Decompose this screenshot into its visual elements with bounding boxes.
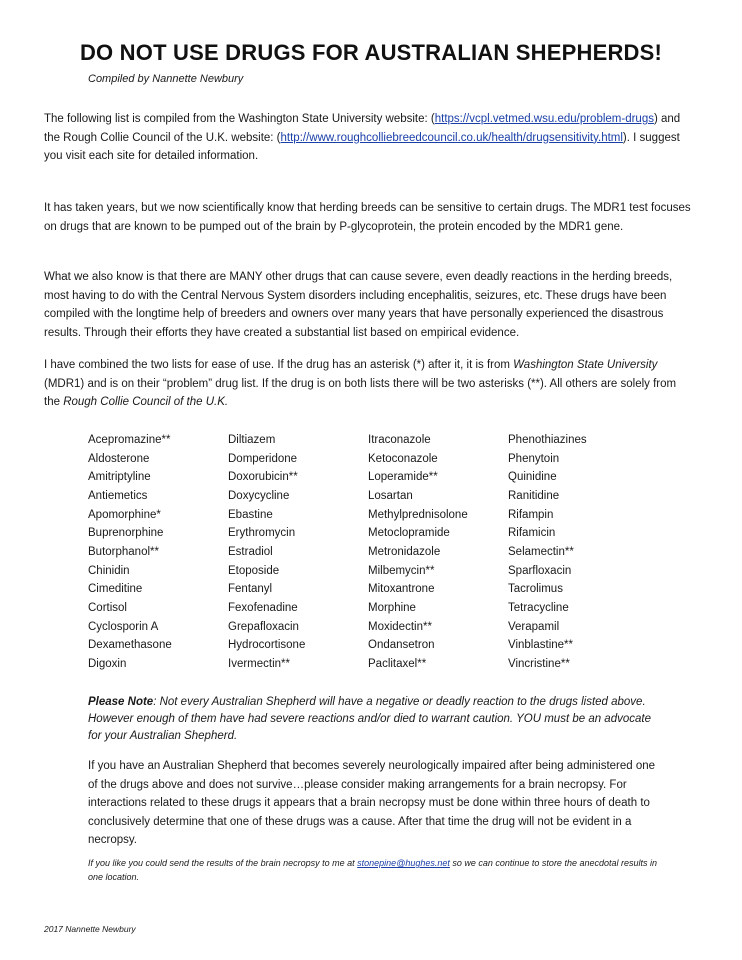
drug-item: Buprenorphine <box>88 527 164 540</box>
drug-item: Estradiol <box>228 545 273 558</box>
many-drugs-paragraph: What we also know is that there are MANY other drugs that can cause severe, even deadly reactions in the herding breeds, most having to do with the Central Nervous System disorders including encephalitis, seizures, etc. These drugs have been compiled with the longtime help of breeders and owners over many years that have personally experienced the disastrous results. Through their efforts they have created a substantial list based on empirical evidence. <box>44 271 673 339</box>
drug-item: Itraconazole <box>368 434 431 446</box>
drug-item: Fexofenadine <box>228 601 298 614</box>
drug-item: Grepafloxacin <box>228 620 299 633</box>
contact-text-1: If you like you could send the results of the brain necropsy to me at <box>88 858 358 868</box>
mdr1-paragraph: It has taken years, but we now scientifically know that herding breeds can be sensitive to certain drugs. The MDR1 test focuses on drugs that are known to be pumped out of the brain by P-glycoprotein, the protein encoded by the MDR1 gene. <box>44 202 691 233</box>
drug-item: Sparfloxacin <box>508 564 572 577</box>
intro-paragraph <box>44 110 694 166</box>
drug-item: Metronidazole <box>368 545 441 558</box>
drug-item: Verapamil <box>508 620 560 633</box>
drug-item: Losartan <box>368 489 413 502</box>
drug-item: Rifampin <box>508 508 554 521</box>
drug-item: Dexamethasone <box>88 639 172 652</box>
drug-item: Phenytoin <box>508 452 560 465</box>
compiled-by: Compiled by Nannette Newbury <box>88 73 244 85</box>
drug-item: Vinblastine** <box>508 639 574 652</box>
wsu-link[interactable]: https://vcpl.vetmed.wsu.edu/problem-drugs <box>434 113 654 125</box>
intro-text-3: ). I suggest you visit each site for detailed information. <box>44 131 680 162</box>
drug-item: Quinidine <box>508 471 557 484</box>
drug-item: Tetracycline <box>508 601 569 614</box>
drug-item: Ivermectin** <box>228 657 290 670</box>
necropsy-paragraph: If you have an Australian Shepherd that becomes severely neurologically impaired after being administered one of the drugs above and does not survive…please consider making arrangements for a brain necropsy. For interactions related to these drugs it appears that a brain necropsy must be done within three hours of death to conclusively determine that one of these drugs was a cause. After that time the drug will not be evident in a necropsy. <box>88 760 656 846</box>
drug-item: Digoxin <box>88 657 127 670</box>
drug-item: Fentanyl <box>228 583 273 596</box>
combined-list-paragraph <box>44 356 694 412</box>
drug-item: Chinidin <box>88 564 130 577</box>
drug-item: Hydrocortisone <box>228 639 306 652</box>
drug-item: Amitriptyline <box>88 471 151 484</box>
wsu-name: Washington State University <box>513 359 658 371</box>
drug-item: Ondansetron <box>368 639 435 652</box>
drug-item: Tacrolimus <box>508 583 563 596</box>
contact-text-2: so we can continue to store the anecdotal results in one location. <box>88 858 657 882</box>
drug-item: Loperamide** <box>368 471 438 484</box>
combined-text-1: I have combined the two lists for ease of use. If the drug has an asterisk (*) after it, it is from <box>44 359 514 371</box>
drug-column <box>508 431 648 674</box>
rough-collie-name: Rough Collie Council of the U.K. <box>63 396 229 408</box>
rough-collie-link[interactable]: http://www.roughcolliebreedcouncil.co.uk/health/drugsensitivity.html <box>280 131 623 144</box>
drug-item: Methylprednisolone <box>368 508 468 521</box>
email-link[interactable]: stonepine@hughes.net <box>357 858 450 868</box>
drug-item: Diltiazem <box>228 434 276 446</box>
drug-item: Phenothiazines <box>508 434 587 446</box>
drug-item: Domperidone <box>228 452 298 465</box>
drug-item: Etoposide <box>228 564 280 577</box>
combined-text-2: (MDR1) and is on their “problem” drug list. If the drug is on both lists there will be two asterisks (**). All others are solely from the <box>44 377 677 408</box>
drug-item: Mitoxantrone <box>368 583 435 596</box>
drug-item: Rifamicin <box>508 527 556 540</box>
drug-item: Doxycycline <box>228 489 290 502</box>
drug-item: Aldosterone <box>88 452 150 465</box>
footer: 2017 Nannette Newbury <box>44 924 136 934</box>
drug-item: Vincristine** <box>508 657 570 670</box>
drug-item: Ebastine <box>228 508 273 521</box>
drug-item: Butorphanol** <box>88 545 159 558</box>
please-note <box>88 694 658 745</box>
drug-item: Antiemetics <box>88 489 148 502</box>
drug-item: Cortisol <box>88 601 127 614</box>
drug-item: Apomorphine* <box>88 508 161 521</box>
drug-item: Erythromycin <box>228 527 296 540</box>
drug-item: Milbemycin** <box>368 564 435 577</box>
please-note-label: Please Note <box>88 696 154 708</box>
drug-item: Morphine <box>368 601 416 614</box>
drug-item: Selamectin** <box>508 545 574 558</box>
contact-note <box>88 856 658 884</box>
drug-item: Ranitidine <box>508 489 560 502</box>
drug-item: Cimeditine <box>88 583 143 596</box>
drug-item: Metoclopramide <box>368 527 450 540</box>
drug-column <box>88 431 228 674</box>
intro-text-2: ) and the Rough Collie Council of the U.K. website: ( <box>44 113 681 144</box>
drug-column <box>228 431 368 674</box>
drug-column <box>368 431 508 674</box>
drug-list <box>88 431 648 674</box>
page-title: DO NOT USE DRUGS FOR AUSTRALIAN SHEPHERDS! <box>79 40 663 65</box>
drug-item: Paclitaxel** <box>368 657 427 670</box>
intro-text-1: The following list is compiled from the Washington State University website: ( <box>44 113 435 125</box>
drug-item: Cyclosporin A <box>88 620 159 633</box>
please-note-text: : Not every Australian Shepherd will have a negative or deadly reaction to the drugs listed above. However enough of them have had severe reactions and/or died to warrant caution. YOU must be an advocate for your Australian Shepherd. <box>88 696 651 742</box>
drug-item: Acepromazine** <box>88 434 171 446</box>
drug-item: Ketoconazole <box>368 452 438 465</box>
drug-item: Doxorubicin** <box>228 471 298 484</box>
drug-item: Moxidectin** <box>368 620 432 633</box>
